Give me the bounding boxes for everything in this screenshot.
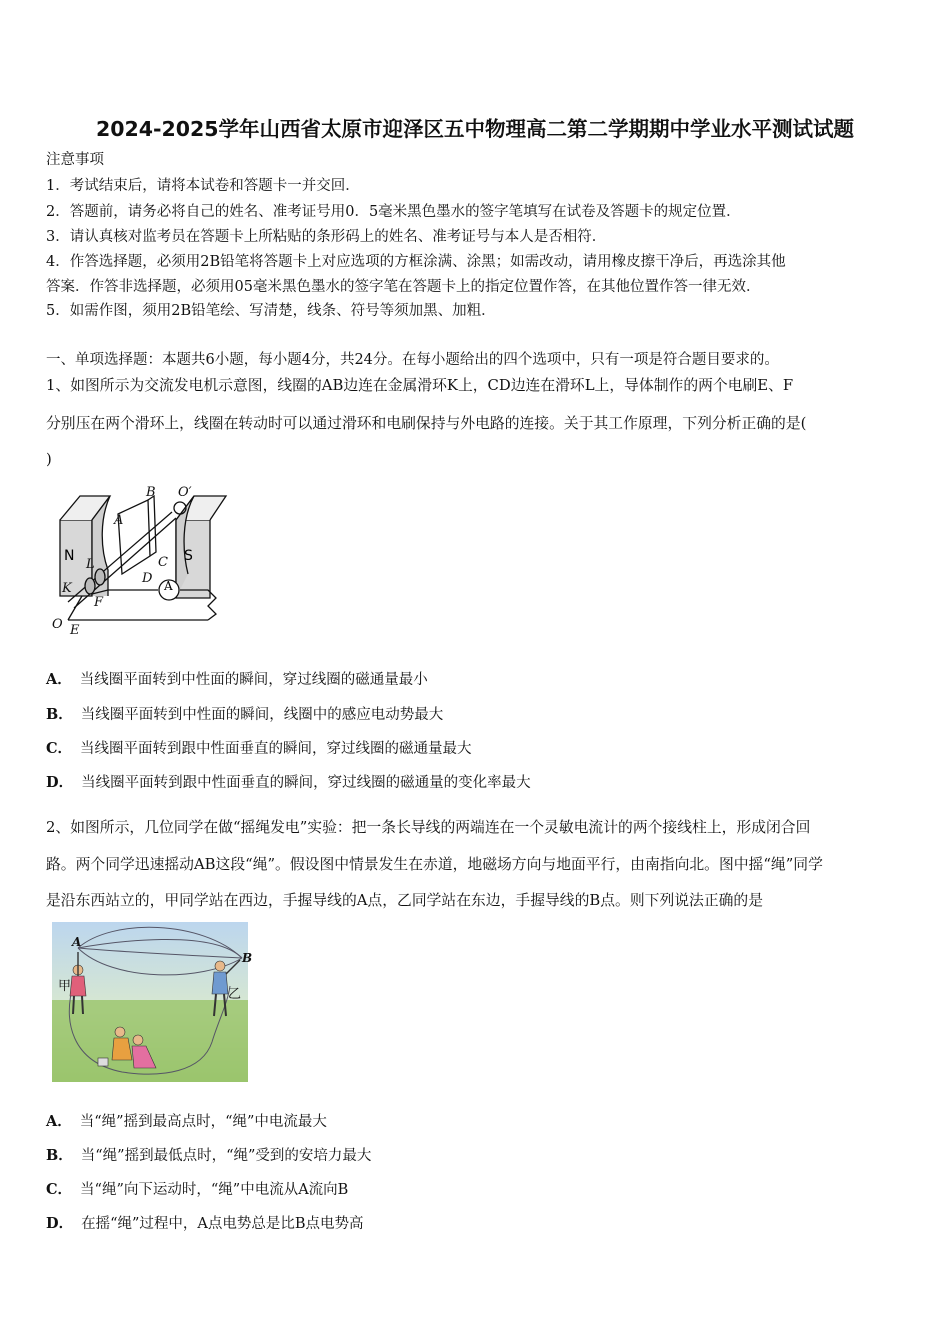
q2-stem-line: 2、如图所示，几位同学在做“摇绳发电”实验：把一条长导线的两端连在一个灵敏电流计的两个接线柱上，形成闭合回 (46, 819, 811, 836)
notice-item: 3．请认真核对监考员在答题卡上所粘贴的条形码上的姓名、准考证号与本人是否相符． (46, 229, 607, 245)
q2-stem-line: 路。两个同学迅速摇动AB这段“绳”。假设图中情景发生在赤道，地磁场方向与地面平行，由南指向北。图中摇“绳”同学 (46, 856, 823, 873)
notice-item: 1．考试结束后，请将本试卷和答题卡一并交回． (46, 178, 360, 194)
fig1-label: S (184, 548, 193, 564)
q1-option-d: D． 当线圈平面转到跟中性面垂直的瞬间，穿过线圈的磁通量的变化率最大 (46, 774, 531, 791)
fig1-label: E (70, 623, 80, 638)
notice-item: 4．作答选择题，必须用2B铅笔将答题卡上对应选项的方框涂满、涂黑；如需改动，请用橡皮擦干净后，再选涂其他 (46, 254, 786, 270)
q2-option-c: C． 当“绳”向下运动时，“绳”中电流从A流向B (46, 1181, 349, 1198)
q1-option-c: C． 当线圈平面转到跟中性面垂直的瞬间，穿过线圈的磁通量最大 (46, 740, 472, 757)
fig2-label-yi: 乙 (228, 987, 242, 1002)
fig1-label: C (158, 555, 168, 570)
q1-option-b: B． 当线圈平面转到中性面的瞬间，线圈中的感应电动势最大 (46, 706, 444, 723)
section-heading: 一、单项选择题：本题共6小题，每小题4分，共24分。在每小题给出的四个选项中，只有一项是符合题目要求的。 (46, 352, 779, 368)
fig2-label-jia: 甲 (58, 979, 72, 994)
fig1-label: L (86, 557, 95, 572)
exam-title: 2024-2025学年山西省太原市迎泽区五中物理高二第二学期期中学业水平测试试题 (95, 117, 855, 141)
notice-heading: 注意事项 (46, 152, 104, 168)
fig1-label: D (142, 571, 153, 586)
q2-option-a: A． 当“绳”摇到最高点时，“绳”中电流最大 (46, 1113, 327, 1130)
q2-option-b: B． 当“绳”摇到最低点时，“绳”受到的安培力最大 (46, 1147, 372, 1164)
rope-generator-illustration (52, 922, 253, 1082)
notice-item: 答案．作答非选择题，必须用05毫米黑色墨水的签字笔在答题卡上的指定位置作答，在其他位置作答一律无效． (46, 279, 761, 295)
q1-stem-line: 分别压在两个滑环上，线圈在转动时可以通过滑环和电刷保持与外电路的连接。关于其工作原理，下列分析正确的是( (46, 415, 807, 432)
fig1-label: A (114, 513, 124, 528)
fig2-label-a: A (72, 935, 82, 949)
fig1-label: F (94, 595, 104, 610)
generator-diagram (48, 478, 218, 640)
q1-stem-line: 1、如图所示为交流发电机示意图，线圈的AB边连在金属滑环K上，CD边连在滑环L上，导体制作的两个电刷E、F (46, 377, 794, 394)
q1-stem-line: ) (46, 451, 52, 468)
fig1-label: K (62, 581, 72, 596)
fig2-label-b: B (242, 951, 253, 965)
notice-item: 5．如需作图，须用2B铅笔绘、写清楚，线条、符号等须加黑、加粗． (46, 303, 496, 319)
fig1-label: A (164, 579, 173, 593)
q2-option-d: D． 在摇“绳”过程中，A点电势总是比B点电势高 (46, 1215, 364, 1232)
fig1-label: N (64, 548, 75, 564)
fig1-label: O (52, 617, 63, 632)
fig1-label: O′ (178, 485, 192, 500)
fig1-label: B (146, 485, 156, 500)
notice-item: 2．答题前，请务必将自己的姓名、准考证号用0．5毫米黑色墨水的签字笔填写在试卷及答题卡的规定位置． (46, 204, 741, 220)
q1-option-a: A． 当线圈平面转到中性面的瞬间，穿过线圈的磁通量最小 (46, 671, 428, 688)
q2-stem-line: 是沿东西站立的，甲同学站在西边，手握导线的A点，乙同学站在东边，手握导线的B点。则下列说法正确的是 (46, 892, 764, 909)
